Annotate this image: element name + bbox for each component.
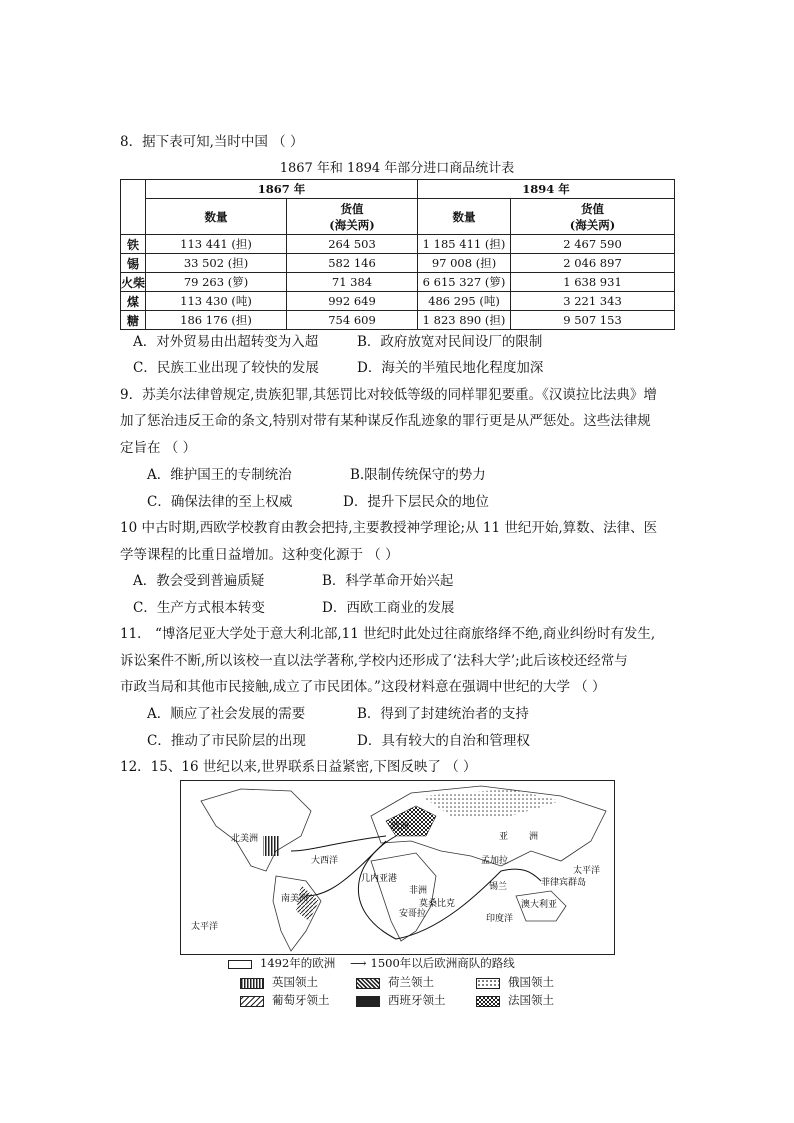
legend-spain: 西班牙领土 [356,992,446,1008]
route-arrow-icon: ⟶ [350,956,367,970]
label-asia: 亚 [499,832,509,842]
year1-header: 1867 年 [146,180,418,199]
britain-swatch [240,978,264,989]
label-europe: 欧洲 [391,822,410,832]
q9-option-a[interactable]: A．维护国王的专制统治 [147,467,292,483]
netherlands-swatch [356,978,380,989]
q11-line1: 11． “博洛尼亚大学处于意大利北部,11 世纪时此处过往商旅络绎不绝,商业纠纷时有发生, [120,626,656,642]
label-indian-ocean: 印度洋 [486,914,514,924]
europe-1492-swatch [228,960,252,969]
q8-option-c[interactable]: C．民族工业出现了较快的发展 [133,360,319,376]
portugal-swatch [240,996,264,1007]
value-header-1894: 货值 (海关两) [511,199,675,235]
q11-option-d[interactable]: D．具有较大的自治和管理权 [357,733,530,749]
legend-europe-1492: 1492年的欧洲 [228,955,335,971]
label-pacific-left: 太平洋 [191,922,219,932]
qty-header-1894: 数量 [418,199,511,235]
q10-option-b[interactable]: B．科学革命开始兴起 [322,573,454,589]
legend-route: ⟶ 1500年以后欧洲商队的路线 [350,956,515,970]
value-header-1867: 货值 (海关两) [287,199,418,235]
legend-portugal: 葡萄牙领土 [240,992,330,1008]
label-south-america: 南美洲 [281,894,309,904]
q10-line1: 10 中古时期,西欧学校教育由教会把持,主要教授神学理论;从 11 世纪开始,算数、法律、医 [120,520,658,536]
q11-option-c[interactable]: C．推动了市民阶层的出现 [147,733,306,749]
label-asia2: 洲 [529,832,539,842]
q8-stem: 8．据下表可知,当时中国 （ ） [120,134,304,150]
q11-option-b[interactable]: B．得到了封建统治者的支持 [357,706,529,722]
legend-russia: 俄国领土 [476,974,554,990]
q8-option-b[interactable]: B．政府放宽对民间设厂的限制 [357,334,543,350]
table-row: 铁 113 441 (担) 264 503 1 185 411 (担) 2 467 590 [121,235,675,254]
british-territory [263,836,279,856]
label-mozambique: 莫桑比克 [419,899,456,909]
label-ceylon: 锡兰 [489,882,508,892]
russia-swatch [476,978,500,989]
table-row: 煤 113 430 (吨) 992 649 486 295 (吨) 3 221 343 [121,292,675,311]
q10-option-a[interactable]: A．教会受到普遍质疑 [133,573,265,589]
import-statistics-table [120,179,675,330]
label-guinea: 几内亚港 [361,874,398,884]
q9-option-b[interactable]: B.限制传统保守的势力 [350,467,486,483]
label-angola: 安哥拉 [399,909,427,919]
label-africa: 非洲 [409,886,428,896]
label-australia: 澳大利亚 [521,900,558,910]
trade-route [291,836,386,851]
q12-stem: 12．15、16 世纪以来,世界联系日益紧密,下图反映了 （ ） [120,759,477,775]
label-pacific-right: 太平洋 [573,866,601,876]
legend-france: 法国领土 [476,992,554,1008]
label-atlantic: 大西洋 [311,856,339,866]
corner-cell [121,180,146,235]
q9-line3: 定旨在 （ ） [120,440,197,456]
label-bengal: 孟加拉 [481,856,509,866]
africa-shape [371,853,436,941]
label-north-america: 北美洲 [231,834,259,844]
q9-option-c[interactable]: C．确保法律的至上权威 [147,494,293,510]
q8-option-d[interactable]: D．海关的半殖民地化程度加深 [357,360,544,376]
world-map-svg [181,781,614,954]
spain-swatch [356,996,380,1007]
q9-line2: 加了惩治违反王命的条文,特别对带有某种谋反作乱迹象的罪行更是从严惩处。这些法律规 [120,413,651,429]
q9-option-d[interactable]: D．提升下层民众的地位 [343,494,489,510]
q11-line3: 市政当局和其他市民接触,成立了市民团体。”这段材料意在强调中世纪的大学 （ ） [120,679,606,695]
q10-line2: 学等课程的比重日益增加。这种变化源于 （ ） [120,547,399,563]
north-america-shape [201,789,311,871]
q10-option-d[interactable]: D．西欧工商业的发展 [322,600,455,616]
france-swatch [476,996,500,1007]
q10-option-c[interactable]: C．生产方式根本转变 [133,600,265,616]
table-row: 糖 186 176 (担) 754 609 1 823 890 (担) 9 507 153 [121,311,675,330]
world-trade-map [180,780,615,955]
legend-netherlands: 荷兰领土 [356,974,434,990]
south-america-shape [273,876,321,951]
q8-option-a[interactable]: A．对外贸易由出超转变为入超 [133,334,319,350]
q11-option-a[interactable]: A．顺应了社会发展的需要 [147,706,306,722]
q11-line2: 诉讼案件不断,所以该校一直以法学著称,学校内还形成了‘法科大学’;此后该校还经常与 [120,653,628,669]
year2-header: 1894 年 [418,180,675,199]
label-philippines: 菲律宾群岛 [541,878,587,888]
table-caption: 1867 年和 1894 年部分进口商品统计表 [279,161,515,176]
table-row: 火柴 79 263 (箩) 71 384 6 615 327 (箩) 1 638 931 [121,273,675,292]
qty-header-1867: 数量 [146,199,287,235]
legend-britain: 英国领土 [240,974,318,990]
q9-line1: 9．苏美尔法律曾规定,贵族犯罪,其惩罚比对较低等级的同样罪犯要重。《汉谟拉比法典》增 [120,387,657,403]
table-row: 锡 33 502 (担) 582 146 97 008 (担) 2 046 897 [121,254,675,273]
